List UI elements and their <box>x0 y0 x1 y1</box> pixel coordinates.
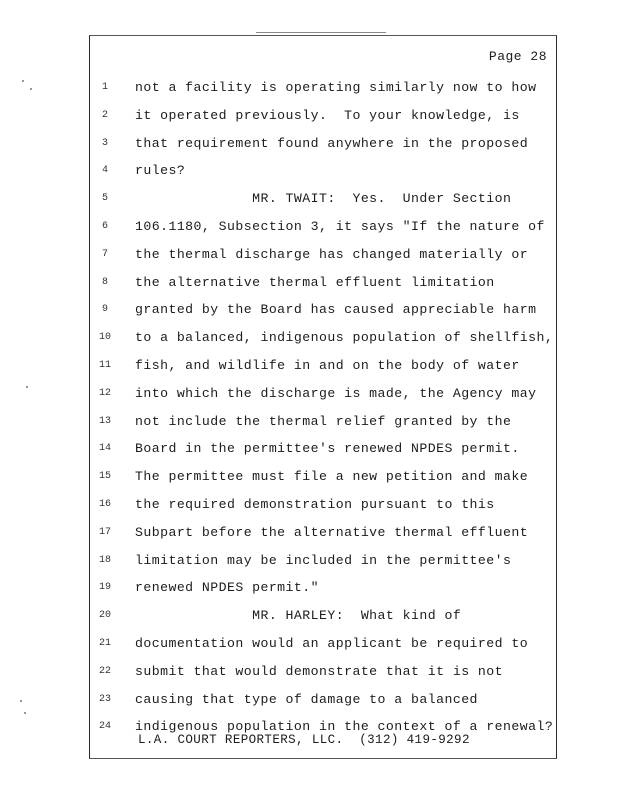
scan-speck <box>22 80 24 82</box>
line-text: rules? <box>135 163 186 178</box>
line-text: the required demonstration pursuant to this <box>135 497 495 512</box>
line-number: 1 <box>101 82 108 93</box>
line-text: not include the thermal relief granted by the <box>135 414 512 429</box>
line-text: Board in the permittee's renewed NPDES permit. <box>135 441 520 456</box>
line-number: 4 <box>101 165 108 176</box>
scan-speck <box>20 700 22 702</box>
line-number: 8 <box>101 277 108 288</box>
line-text: the alternative thermal effluent limitation <box>135 275 495 290</box>
scan-speck <box>26 386 28 388</box>
line-number: 11 <box>98 360 111 371</box>
line-number: 6 <box>101 221 108 232</box>
line-number: 18 <box>98 555 111 566</box>
line-number: 2 <box>101 110 108 121</box>
line-number: 3 <box>101 138 108 149</box>
line-text: to a balanced, indigenous population of shellfish, <box>135 330 554 345</box>
line-text: 106.1180, Subsection 3, it says "If the nature of <box>135 219 545 234</box>
line-text: MR. HARLEY: What kind of <box>135 608 462 623</box>
line-number: 23 <box>98 694 111 705</box>
line-number: 9 <box>101 304 108 315</box>
line-text: documentation would an applicant be required to <box>135 636 529 651</box>
line-number: 22 <box>98 666 111 677</box>
line-text: indigenous population in the context of a renewal? <box>135 719 554 734</box>
line-text: that requirement found anywhere in the proposed <box>135 136 529 151</box>
line-text: renewed NPDES permit." <box>135 580 320 595</box>
line-number: 13 <box>98 416 111 427</box>
line-text: it operated previously. To your knowledge, is <box>135 108 520 123</box>
line-number: 10 <box>98 332 111 343</box>
line-number: 12 <box>98 388 111 399</box>
line-number: 21 <box>98 638 111 649</box>
line-text: not a facility is operating similarly now to how <box>135 80 537 95</box>
line-text: The permittee must file a new petition and make <box>135 469 529 484</box>
line-number: 15 <box>98 471 111 482</box>
line-text: Subpart before the alternative thermal effluent <box>135 525 529 540</box>
line-text: limitation may be included in the permittee's <box>135 553 512 568</box>
line-number: 16 <box>98 499 111 510</box>
line-text: causing that type of damage to a balanced <box>135 692 478 707</box>
footer-court-reporter: L.A. COURT REPORTERS, LLC. (312) 419-9292 <box>138 733 470 747</box>
scan-speck <box>30 88 32 90</box>
top-rule <box>256 32 386 33</box>
line-text: fish, and wildlife in and on the body of water <box>135 358 520 373</box>
line-text: submit that would demonstrate that it is not <box>135 664 504 679</box>
line-text: granted by the Board has caused appreciable harm <box>135 302 537 317</box>
scan-speck <box>24 712 26 714</box>
line-number: 5 <box>101 193 108 204</box>
line-number: 24 <box>98 721 111 732</box>
line-text: into which the discharge is made, the Agency may <box>135 386 537 401</box>
line-number: 17 <box>98 527 111 538</box>
line-number: 20 <box>98 610 111 621</box>
line-text: the thermal discharge has changed materially or <box>135 247 529 262</box>
line-number: 7 <box>101 249 108 260</box>
line-text: MR. TWAIT: Yes. Under Section <box>135 191 512 206</box>
line-number: 19 <box>98 582 111 593</box>
line-number: 14 <box>98 443 111 454</box>
page-number: Page 28 <box>488 49 547 64</box>
